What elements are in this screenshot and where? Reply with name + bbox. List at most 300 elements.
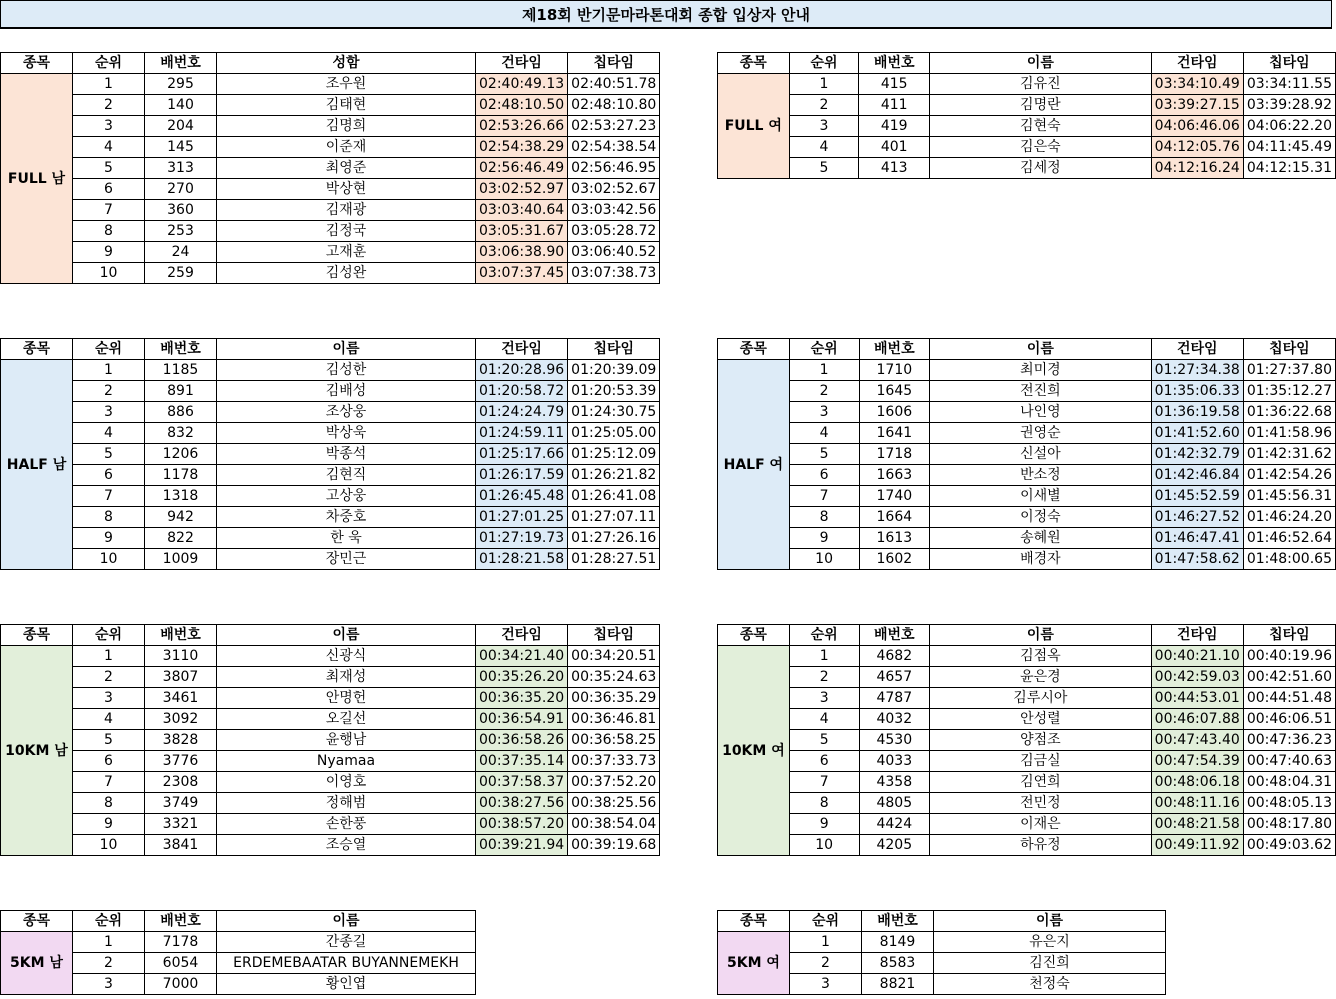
bib-cell: 886 <box>145 402 217 423</box>
table-row <box>1 751 660 772</box>
chip-time-cell: 04:11:45.49 <box>1243 137 1335 158</box>
gun-time-cell: 00:47:54.39 <box>1151 751 1243 772</box>
table-row <box>1 507 660 528</box>
chip-time-cell: 00:40:19.96 <box>1243 646 1335 667</box>
bib-cell: 4358 <box>859 772 930 793</box>
rank-cell: 3 <box>789 402 859 423</box>
bib-cell: 4205 <box>859 835 930 856</box>
name-cell: 김정국 <box>217 221 476 242</box>
table-row <box>1 179 660 200</box>
bib-cell: 1664 <box>859 507 930 528</box>
rank-cell: 9 <box>789 814 859 835</box>
table-row <box>1 221 660 242</box>
column-header: 종목 <box>1 339 73 360</box>
name-cell: 송혜원 <box>930 528 1152 549</box>
gun-time-cell: 01:24:24.79 <box>476 402 568 423</box>
name-cell: 차중호 <box>217 507 476 528</box>
table-row <box>718 793 1336 814</box>
category-label: FULL 남 <box>1 74 73 284</box>
column-header: 건타임 <box>476 625 568 646</box>
gun-time-cell: 01:27:01.25 <box>476 507 568 528</box>
bib-cell: 4424 <box>859 814 930 835</box>
chip-time-cell: 02:54:38.54 <box>568 137 660 158</box>
rank-cell: 5 <box>789 730 859 751</box>
column-header: 종목 <box>1 625 73 646</box>
bib-cell: 1206 <box>145 444 217 465</box>
gun-time-cell: 01:47:58.62 <box>1151 549 1243 570</box>
column-header: 종목 <box>718 339 790 360</box>
column-header: 건타임 <box>476 339 568 360</box>
rank-cell: 6 <box>73 465 145 486</box>
name-cell: 조상웅 <box>217 402 476 423</box>
name-cell: 김성한 <box>217 360 476 381</box>
chip-time-cell: 00:36:46.81 <box>568 709 660 730</box>
bib-cell: 4787 <box>859 688 930 709</box>
gun-time-cell: 01:42:46.84 <box>1151 465 1243 486</box>
chip-time-cell: 01:26:21.82 <box>568 465 660 486</box>
column-header: 배번호 <box>859 53 930 74</box>
rank-cell: 2 <box>789 381 859 402</box>
chip-time-cell: 00:48:05.13 <box>1243 793 1335 814</box>
rank-cell: 3 <box>789 688 859 709</box>
gun-time-cell: 03:07:37.45 <box>476 263 568 284</box>
table-row <box>1 709 660 730</box>
gun-time-cell: 02:54:38.29 <box>476 137 568 158</box>
bib-cell: 415 <box>859 74 930 95</box>
table-row <box>1 444 660 465</box>
category-label: 10KM 남 <box>1 646 73 856</box>
table-row <box>1 549 660 570</box>
table-row <box>1 953 476 974</box>
rank-cell: 10 <box>789 835 859 856</box>
column-header: 순위 <box>789 625 859 646</box>
rank-cell: 2 <box>790 953 862 974</box>
chip-time-cell: 00:35:24.63 <box>568 667 660 688</box>
rank-cell: 8 <box>789 793 859 814</box>
rank-cell: 1 <box>789 646 859 667</box>
column-header: 칩타임 <box>1243 53 1335 74</box>
name-cell: 김세정 <box>930 158 1152 179</box>
bib-cell: 3807 <box>145 667 217 688</box>
table-row <box>718 360 1336 381</box>
rank-cell: 6 <box>789 751 859 772</box>
table-row <box>718 814 1336 835</box>
chip-time-cell: 01:41:58.96 <box>1243 423 1335 444</box>
bib-cell: 3776 <box>145 751 217 772</box>
table-row <box>718 772 1336 793</box>
gun-time-cell: 01:36:19.58 <box>1151 402 1243 423</box>
chip-time-cell: 01:45:56.31 <box>1243 486 1335 507</box>
chip-time-cell: 00:38:25.56 <box>568 793 660 814</box>
name-cell: 윤행남 <box>217 730 476 751</box>
column-header: 건타임 <box>1151 339 1243 360</box>
gun-time-cell: 03:06:38.90 <box>476 242 568 263</box>
gun-time-cell: 02:53:26.66 <box>476 116 568 137</box>
name-cell: 김유진 <box>930 74 1152 95</box>
name-cell: 김태현 <box>217 95 476 116</box>
gun-time-cell: 04:12:05.76 <box>1151 137 1243 158</box>
name-cell: 최미경 <box>930 360 1152 381</box>
chip-time-cell: 00:37:33.73 <box>568 751 660 772</box>
chip-time-cell: 03:06:40.52 <box>568 242 660 263</box>
table-row <box>718 507 1336 528</box>
gun-time-cell: 03:05:31.67 <box>476 221 568 242</box>
chip-time-cell: 01:46:24.20 <box>1243 507 1335 528</box>
category-label: HALF 여 <box>718 360 790 570</box>
rank-cell: 5 <box>789 444 859 465</box>
chip-time-cell: 01:20:39.09 <box>568 360 660 381</box>
page-title: 제18회 반기문마라톤대회 종합 입상자 안내 <box>0 0 1332 29</box>
bib-cell: 822 <box>145 528 217 549</box>
name-cell: 고상웅 <box>217 486 476 507</box>
gun-time-cell: 01:28:21.58 <box>476 549 568 570</box>
bib-cell: 4682 <box>859 646 930 667</box>
gun-time-cell: 03:03:40.64 <box>476 200 568 221</box>
table-row <box>718 137 1336 158</box>
name-cell: 고재훈 <box>217 242 476 263</box>
bib-cell: 3461 <box>145 688 217 709</box>
table-row <box>1 793 660 814</box>
bib-cell: 145 <box>145 137 217 158</box>
header-row <box>1 625 660 646</box>
gun-time-cell: 01:27:34.38 <box>1151 360 1243 381</box>
chip-time-cell: 00:42:51.60 <box>1243 667 1335 688</box>
gun-time-cell: 01:26:17.59 <box>476 465 568 486</box>
gun-time-cell: 01:41:52.60 <box>1151 423 1243 444</box>
rank-cell: 1 <box>789 360 859 381</box>
gun-time-cell: 01:20:28.96 <box>476 360 568 381</box>
bib-cell: 313 <box>145 158 217 179</box>
bib-cell: 3110 <box>145 646 217 667</box>
name-cell: 김은숙 <box>930 137 1152 158</box>
category-label: FULL 여 <box>718 74 790 179</box>
column-header: 순위 <box>789 339 859 360</box>
gun-time-cell: 00:47:43.40 <box>1151 730 1243 751</box>
bib-cell: 1740 <box>859 486 930 507</box>
bib-cell: 8149 <box>862 932 934 953</box>
bib-cell: 8583 <box>862 953 934 974</box>
bib-cell: 411 <box>859 95 930 116</box>
name-cell: 최영준 <box>217 158 476 179</box>
name-cell: 반소정 <box>930 465 1152 486</box>
name-cell: 최재성 <box>217 667 476 688</box>
chip-time-cell: 02:48:10.80 <box>568 95 660 116</box>
gun-time-cell: 00:48:11.16 <box>1151 793 1243 814</box>
column-header: 종목 <box>718 53 790 74</box>
table-row <box>1 465 660 486</box>
half-male-table <box>0 338 660 570</box>
header-row <box>1 339 660 360</box>
column-header: 칩타임 <box>568 339 660 360</box>
rank-cell: 2 <box>73 667 145 688</box>
column-header: 칩타임 <box>568 625 660 646</box>
table-row <box>718 528 1336 549</box>
rank-cell: 10 <box>73 263 145 284</box>
category-label: HALF 남 <box>1 360 73 570</box>
column-header: 배번호 <box>862 911 934 932</box>
table-row <box>1 667 660 688</box>
rank-cell: 4 <box>789 709 859 730</box>
name-cell: 하유정 <box>930 835 1152 856</box>
table-row <box>1 95 660 116</box>
gun-time-cell: 01:45:52.59 <box>1151 486 1243 507</box>
rank-cell: 7 <box>73 772 145 793</box>
half-female-table <box>717 338 1336 570</box>
name-cell: 손한풍 <box>217 814 476 835</box>
chip-time-cell: 03:34:11.55 <box>1243 74 1335 95</box>
rank-cell: 4 <box>73 137 145 158</box>
bib-cell: 419 <box>859 116 930 137</box>
table-row <box>718 730 1336 751</box>
chip-time-cell: 01:36:22.68 <box>1243 402 1335 423</box>
column-header: 순위 <box>73 339 145 360</box>
table-row <box>718 381 1336 402</box>
rank-cell: 3 <box>790 974 862 995</box>
bib-cell: 4805 <box>859 793 930 814</box>
column-header: 순위 <box>73 911 145 932</box>
name-cell: 김루시아 <box>930 688 1152 709</box>
name-cell: 오길선 <box>217 709 476 730</box>
table-row <box>718 688 1336 709</box>
bib-cell: 360 <box>145 200 217 221</box>
rank-cell: 3 <box>73 116 145 137</box>
rank-cell: 9 <box>73 814 145 835</box>
table-row <box>1 423 660 444</box>
gun-time-cell: 01:46:47.41 <box>1151 528 1243 549</box>
bib-cell: 4657 <box>859 667 930 688</box>
rank-cell: 9 <box>73 528 145 549</box>
column-header: 배번호 <box>145 53 217 74</box>
table-row <box>1 200 660 221</box>
bib-cell: 1606 <box>859 402 930 423</box>
5km-female-table <box>717 910 1166 995</box>
gun-time-cell: 00:38:57.20 <box>476 814 568 835</box>
gun-time-cell: 01:20:58.72 <box>476 381 568 402</box>
rank-cell: 8 <box>73 507 145 528</box>
bib-cell: 3092 <box>145 709 217 730</box>
bib-cell: 3828 <box>145 730 217 751</box>
gun-time-cell: 00:39:21.94 <box>476 835 568 856</box>
column-header: 이름 <box>934 911 1166 932</box>
gun-time-cell: 00:36:35.20 <box>476 688 568 709</box>
column-header: 배번호 <box>145 339 217 360</box>
column-header: 종목 <box>1 53 73 74</box>
gun-time-cell: 01:25:17.66 <box>476 444 568 465</box>
table-row <box>1 137 660 158</box>
rank-cell: 5 <box>789 158 859 179</box>
rank-cell: 2 <box>73 381 145 402</box>
rank-cell: 2 <box>73 953 145 974</box>
name-cell: 김금실 <box>930 751 1152 772</box>
column-header: 이름 <box>217 339 476 360</box>
rank-cell: 2 <box>73 95 145 116</box>
header-row <box>718 911 1166 932</box>
name-cell: 유은지 <box>934 932 1166 953</box>
gun-time-cell: 01:35:06.33 <box>1151 381 1243 402</box>
name-cell: 김성완 <box>217 263 476 284</box>
rank-cell: 6 <box>789 465 859 486</box>
chip-time-cell: 01:42:54.26 <box>1243 465 1335 486</box>
name-cell: 김연희 <box>930 772 1152 793</box>
chip-time-cell: 00:48:17.80 <box>1243 814 1335 835</box>
name-cell: 안성렬 <box>930 709 1152 730</box>
table-row <box>718 646 1336 667</box>
gun-time-cell: 00:37:35.14 <box>476 751 568 772</box>
rank-cell: 9 <box>73 242 145 263</box>
bib-cell: 1613 <box>859 528 930 549</box>
rank-cell: 3 <box>73 974 145 995</box>
gun-time-cell: 00:36:58.26 <box>476 730 568 751</box>
bib-cell: 4032 <box>859 709 930 730</box>
chip-time-cell: 02:53:27.23 <box>568 116 660 137</box>
bib-cell: 259 <box>145 263 217 284</box>
rank-cell: 9 <box>789 528 859 549</box>
gun-time-cell: 02:40:49.13 <box>476 74 568 95</box>
bib-cell: 6054 <box>145 953 217 974</box>
chip-time-cell: 01:20:53.39 <box>568 381 660 402</box>
column-header: 순위 <box>73 53 145 74</box>
name-cell: ERDEMEBAATAR BUYANNEMEKH <box>217 953 476 974</box>
chip-time-cell: 01:48:00.65 <box>1243 549 1335 570</box>
name-cell: 김명희 <box>217 116 476 137</box>
chip-time-cell: 01:25:05.00 <box>568 423 660 444</box>
name-cell: Nyamaa <box>217 751 476 772</box>
column-header: 종목 <box>1 911 73 932</box>
bib-cell: 7000 <box>145 974 217 995</box>
full-male-table <box>0 52 660 284</box>
column-header: 성함 <box>217 53 476 74</box>
name-cell: 조우원 <box>217 74 476 95</box>
rank-cell: 4 <box>789 137 859 158</box>
chip-time-cell: 00:36:58.25 <box>568 730 660 751</box>
name-cell: 전민정 <box>930 793 1152 814</box>
table-row <box>718 444 1336 465</box>
name-cell: 이재은 <box>930 814 1152 835</box>
gun-time-cell: 04:12:16.24 <box>1151 158 1243 179</box>
table-row <box>1 835 660 856</box>
bib-cell: 1185 <box>145 360 217 381</box>
rank-cell: 5 <box>73 444 145 465</box>
rank-cell: 3 <box>73 402 145 423</box>
category-label: 10KM 여 <box>718 646 790 856</box>
chip-time-cell: 04:12:15.31 <box>1243 158 1335 179</box>
column-header: 칩타임 <box>1243 339 1335 360</box>
rank-cell: 10 <box>73 549 145 570</box>
rank-cell: 8 <box>73 221 145 242</box>
header-row <box>1 53 660 74</box>
name-cell: 김배성 <box>217 381 476 402</box>
gun-time-cell: 00:42:59.03 <box>1151 667 1243 688</box>
bib-cell: 1009 <box>145 549 217 570</box>
chip-time-cell: 01:27:37.80 <box>1243 360 1335 381</box>
bib-cell: 1602 <box>859 549 930 570</box>
bib-cell: 942 <box>145 507 217 528</box>
gun-time-cell: 01:24:59.11 <box>476 423 568 444</box>
bib-cell: 295 <box>145 74 217 95</box>
bib-cell: 413 <box>859 158 930 179</box>
column-header: 순위 <box>789 53 859 74</box>
rank-cell: 1 <box>790 932 862 953</box>
bib-cell: 3321 <box>145 814 217 835</box>
rank-cell: 4 <box>789 423 859 444</box>
bib-cell: 1641 <box>859 423 930 444</box>
bib-cell: 1663 <box>859 465 930 486</box>
chip-time-cell: 03:03:42.56 <box>568 200 660 221</box>
rank-cell: 7 <box>789 486 859 507</box>
gun-time-cell: 01:46:27.52 <box>1151 507 1243 528</box>
bib-cell: 270 <box>145 179 217 200</box>
column-header: 건타임 <box>1151 625 1243 646</box>
chip-time-cell: 02:40:51.78 <box>568 74 660 95</box>
rank-cell: 6 <box>73 751 145 772</box>
chip-time-cell: 00:39:19.68 <box>568 835 660 856</box>
chip-time-cell: 00:48:04.31 <box>1243 772 1335 793</box>
name-cell: 권영순 <box>930 423 1152 444</box>
name-cell: 이영호 <box>217 772 476 793</box>
column-header: 이름 <box>930 53 1152 74</box>
table-row <box>718 932 1166 953</box>
bib-cell: 4033 <box>859 751 930 772</box>
gun-time-cell: 01:27:19.73 <box>476 528 568 549</box>
bib-cell: 8821 <box>862 974 934 995</box>
bib-cell: 7178 <box>145 932 217 953</box>
rank-cell: 3 <box>789 116 859 137</box>
rank-cell: 1 <box>789 74 859 95</box>
bib-cell: 832 <box>145 423 217 444</box>
rank-cell: 8 <box>73 793 145 814</box>
rank-cell: 8 <box>789 507 859 528</box>
rank-cell: 4 <box>73 423 145 444</box>
rank-cell: 10 <box>73 835 145 856</box>
name-cell: 박종석 <box>217 444 476 465</box>
column-header: 이름 <box>217 625 476 646</box>
chip-time-cell: 00:37:52.20 <box>568 772 660 793</box>
chip-time-cell: 00:44:51.48 <box>1243 688 1335 709</box>
name-cell: 신설아 <box>930 444 1152 465</box>
table-row <box>718 751 1336 772</box>
chip-time-cell: 03:05:28.72 <box>568 221 660 242</box>
name-cell: 양점조 <box>930 730 1152 751</box>
table-row <box>718 549 1336 570</box>
name-cell: 배경자 <box>930 549 1152 570</box>
gun-time-cell: 00:44:53.01 <box>1151 688 1243 709</box>
table-row <box>718 709 1336 730</box>
gun-time-cell: 03:02:52.97 <box>476 179 568 200</box>
rank-cell: 5 <box>73 158 145 179</box>
gun-time-cell: 00:48:21.58 <box>1151 814 1243 835</box>
name-cell: 한 욱 <box>217 528 476 549</box>
chip-time-cell: 01:25:12.09 <box>568 444 660 465</box>
table-row <box>1 646 660 667</box>
bib-cell: 1318 <box>145 486 217 507</box>
gun-time-cell: 00:38:27.56 <box>476 793 568 814</box>
name-cell: 박상욱 <box>217 423 476 444</box>
chip-time-cell: 01:35:12.27 <box>1243 381 1335 402</box>
gun-time-cell: 01:42:32.79 <box>1151 444 1243 465</box>
gun-time-cell: 03:39:27.15 <box>1151 95 1243 116</box>
rank-cell: 7 <box>73 486 145 507</box>
bib-cell: 2308 <box>145 772 217 793</box>
table-row <box>1 263 660 284</box>
column-header: 순위 <box>73 625 145 646</box>
table-row <box>1 381 660 402</box>
header-row <box>718 53 1336 74</box>
column-header: 배번호 <box>145 625 217 646</box>
chip-time-cell: 01:24:30.75 <box>568 402 660 423</box>
name-cell: 신광식 <box>217 646 476 667</box>
column-header: 칩타임 <box>1243 625 1335 646</box>
name-cell: 이새별 <box>930 486 1152 507</box>
